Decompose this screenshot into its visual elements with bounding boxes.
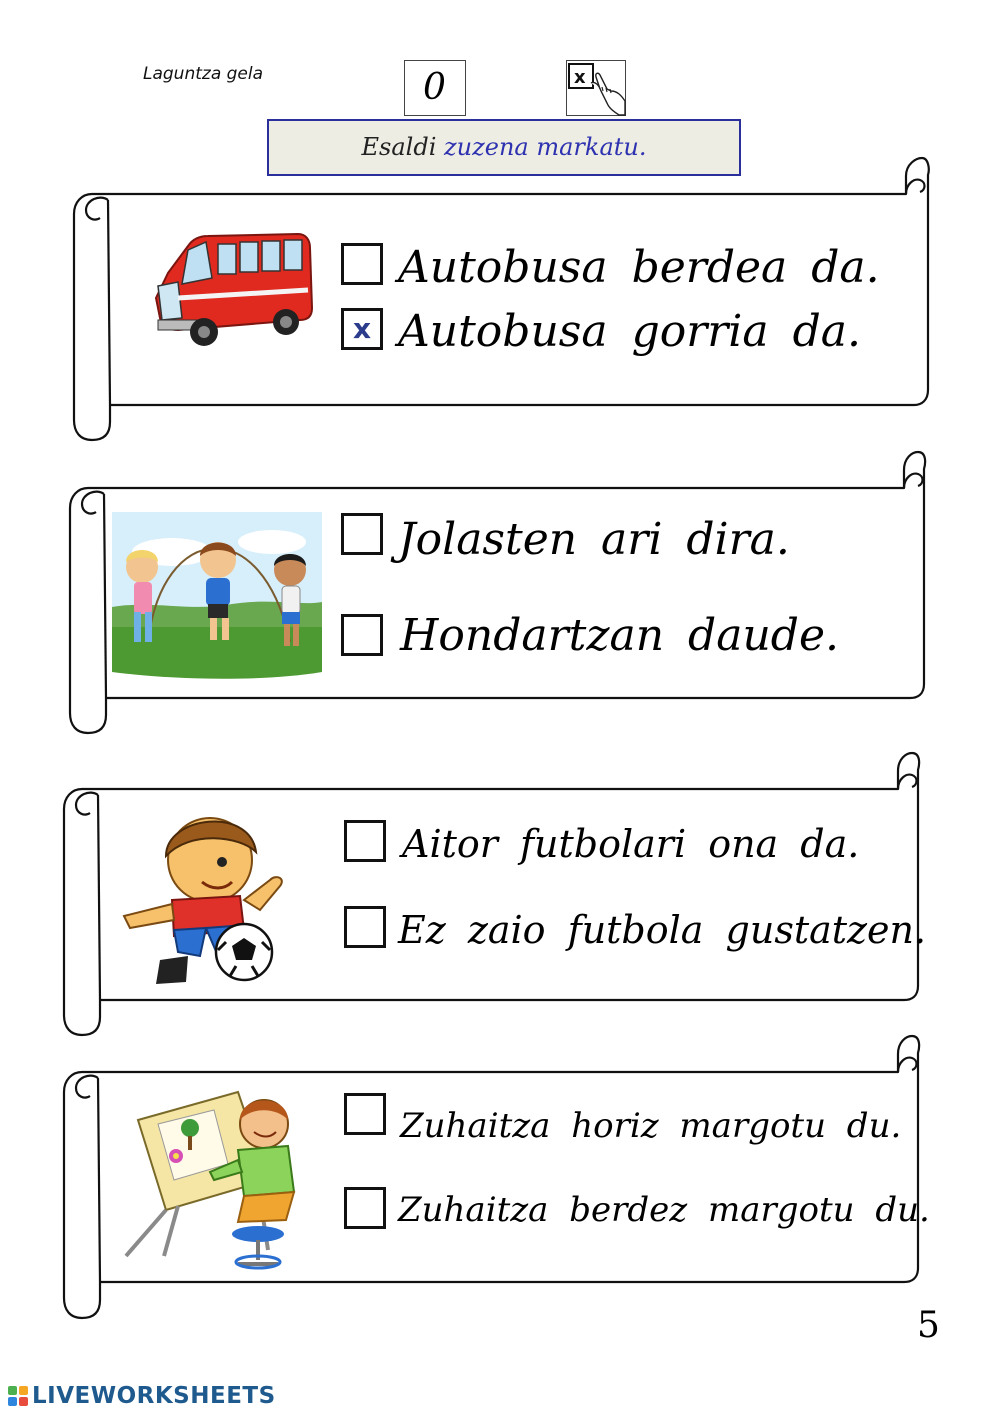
children-jumping-rope-picture xyxy=(112,512,322,682)
option-text: Ez zaio futbola gustatzen. xyxy=(398,908,927,952)
class-label: Laguntza gela xyxy=(143,64,264,84)
checkmark xyxy=(344,617,380,653)
option-text: Hondartzan daude. xyxy=(400,610,839,661)
checkmark xyxy=(347,909,383,945)
checkmark: x xyxy=(352,312,372,345)
checkbox-item1-option2[interactable] xyxy=(341,308,383,350)
brand-name: LIVEWORKSHEETS xyxy=(32,1383,276,1409)
instruction-text: Esaldi xyxy=(361,133,445,161)
checkbox-item3-option2[interactable] xyxy=(344,906,386,948)
checkbox-item2-option2[interactable] xyxy=(341,614,383,656)
checkmark xyxy=(347,1096,383,1132)
option-text: Zuhaitza berdez margotu du. xyxy=(398,1190,930,1230)
boy-kicking-ball-picture xyxy=(120,800,300,990)
checkmark xyxy=(344,516,380,552)
checkbox-item2-option1[interactable] xyxy=(341,513,383,555)
red-bus-picture xyxy=(148,228,318,358)
option-text: Jolasten ari dira. xyxy=(398,514,790,565)
logo-tiles-icon xyxy=(8,1386,28,1406)
mark-icon-x: x xyxy=(574,67,586,88)
zero-icon-glyph: 0 xyxy=(423,67,446,108)
option-text: Zuhaitza horiz margotu du. xyxy=(400,1106,902,1146)
option-text: Aitor futbolari ona da. xyxy=(402,822,860,866)
checkbox-item4-option2[interactable] xyxy=(344,1187,386,1229)
checkmark xyxy=(344,246,380,282)
liveworksheets-logo[interactable] xyxy=(8,1383,276,1409)
checkbox-item3-option1[interactable] xyxy=(344,820,386,862)
checkmark xyxy=(347,1190,383,1226)
checkmark xyxy=(347,823,383,859)
option-text: Autobusa berdea da. xyxy=(398,242,880,293)
checkbox-item4-option1[interactable] xyxy=(344,1093,386,1135)
checkbox-item1-option1[interactable] xyxy=(341,243,383,285)
boy-painting-tree-picture xyxy=(118,1080,308,1272)
page-number: 5 xyxy=(917,1305,940,1346)
instruction-highlight: zuzena markatu. xyxy=(444,133,647,161)
option-text: Autobusa gorria da. xyxy=(398,306,861,357)
